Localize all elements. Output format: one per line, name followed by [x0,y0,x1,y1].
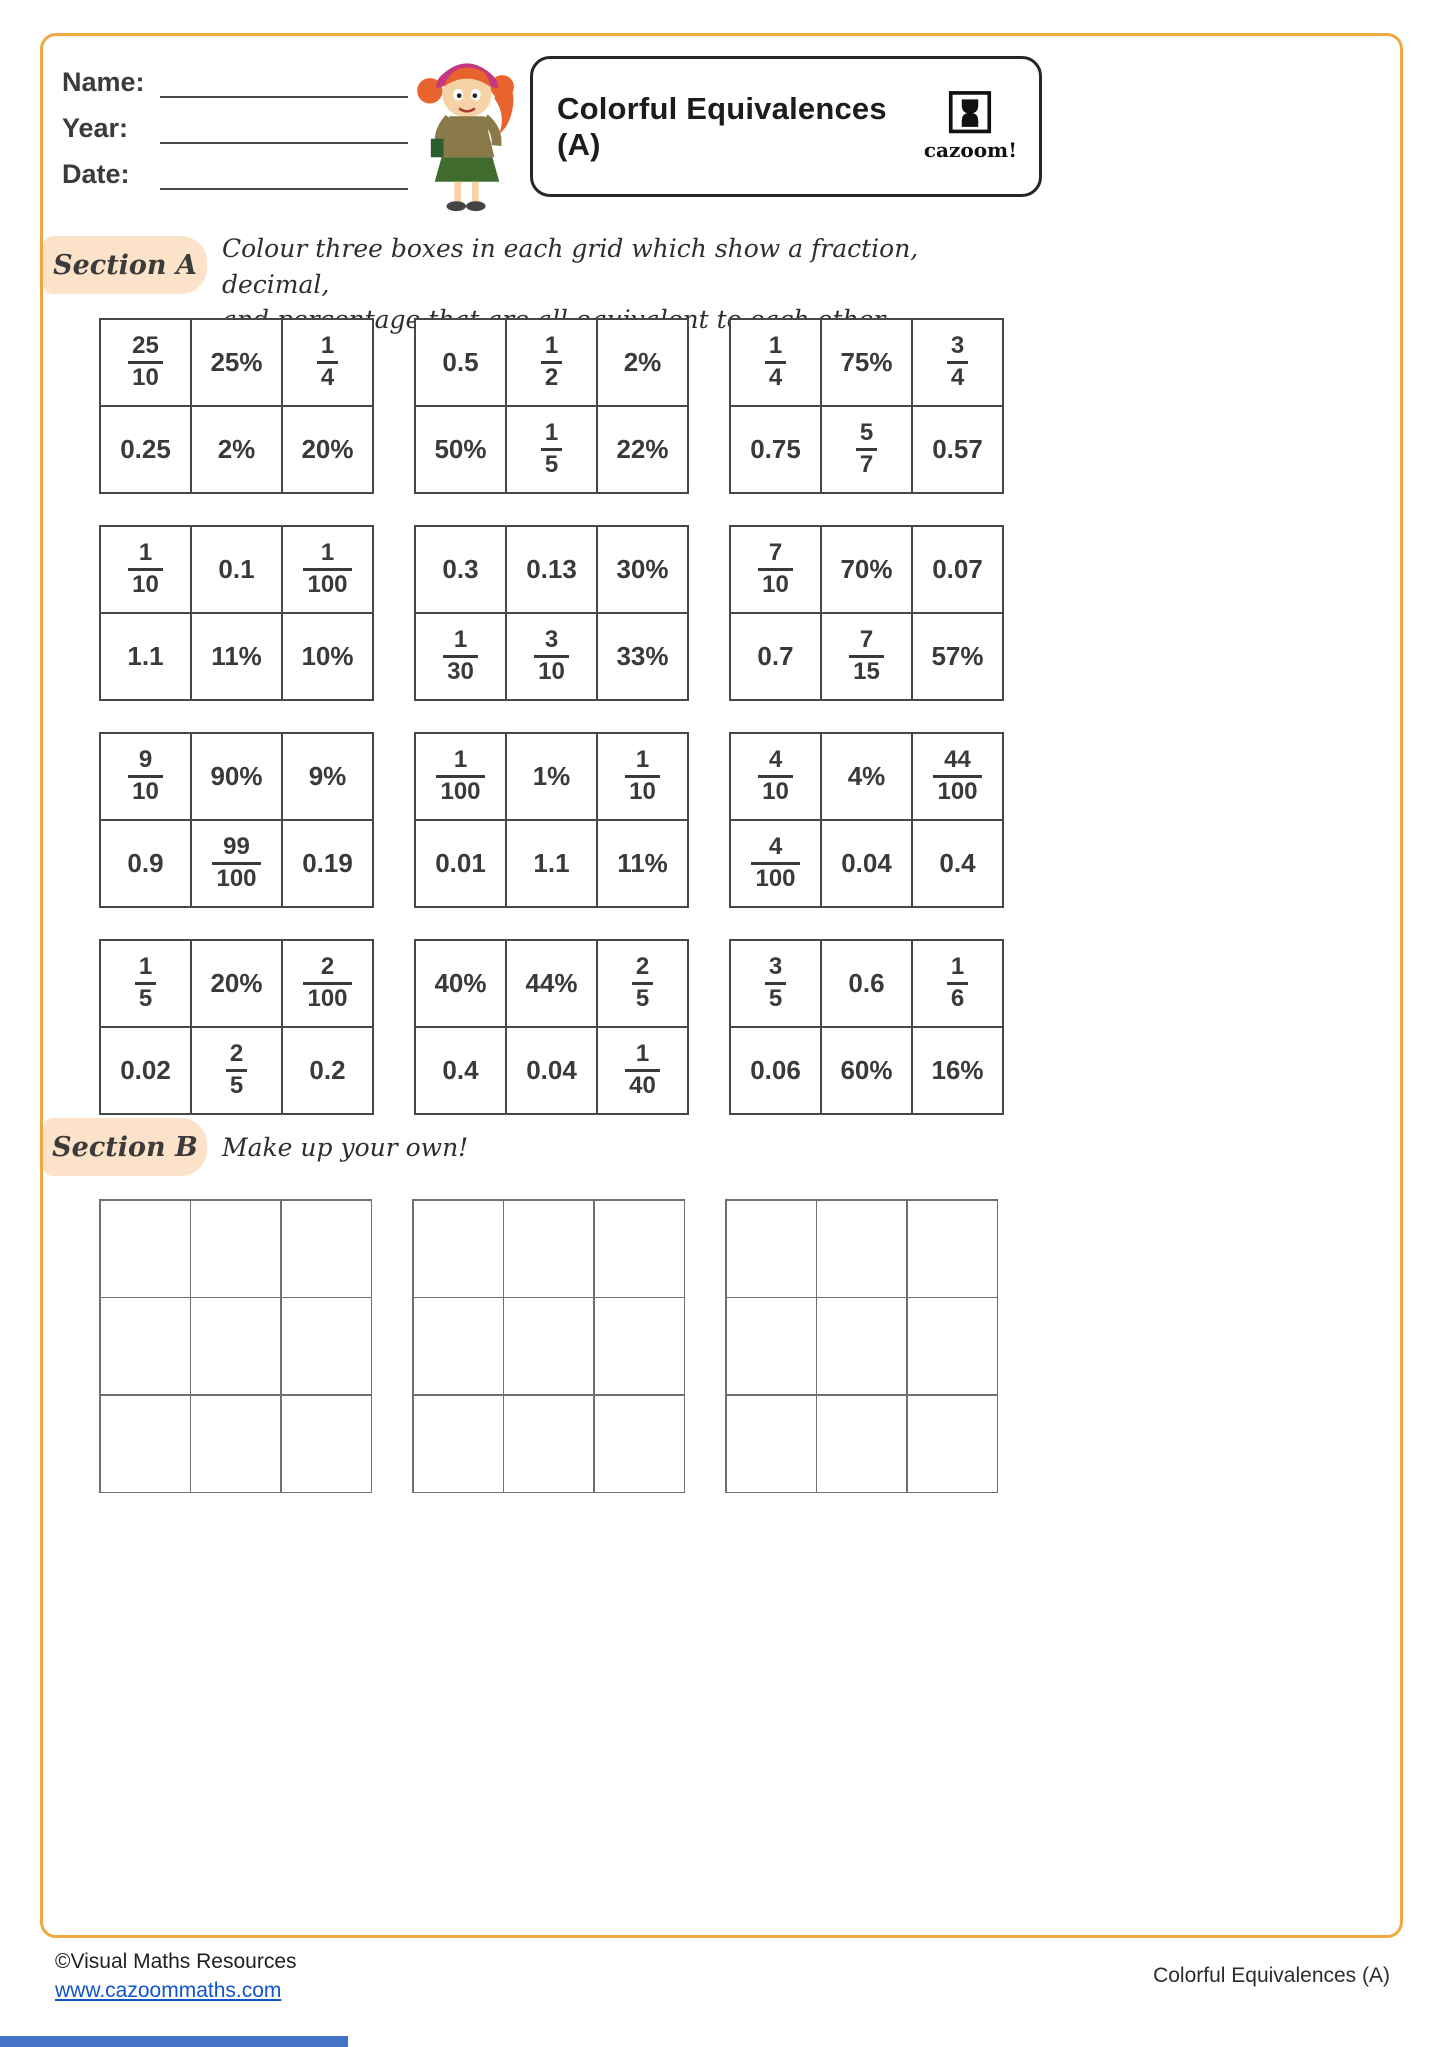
blank-cell[interactable] [414,1298,503,1394]
grid-cell[interactable]: 44% [507,941,596,1026]
section-a-pill [43,236,207,294]
grid-cell[interactable]: 0.7 [731,614,820,699]
grid-cell[interactable]: 0.04 [507,1028,596,1113]
fraction: $\frac{4}{100}$ [751,834,799,893]
name-field-row [62,68,408,98]
grid-cell[interactable] [731,527,820,612]
fraction: $\frac{7}{15}$ [849,627,884,686]
grid-cell[interactable]: 60% [822,1028,911,1113]
grid-cell[interactable]: 0.1 [192,527,281,612]
blank-cell[interactable] [101,1298,190,1394]
grid-cell[interactable] [913,320,1002,405]
fraction: $\frac{2}{100}$ [303,954,351,1013]
grid-cell[interactable]: 1.1 [507,821,596,906]
blank-cell[interactable] [908,1201,997,1297]
year-label: Year: [62,113,129,143]
girl-cartoon-svg [408,38,526,214]
equivalence-grid [729,525,1004,701]
bottom-blue-strip [0,2036,348,2047]
grid-cell[interactable] [507,614,596,699]
blank-cell[interactable] [101,1396,190,1492]
grid-cell[interactable]: 22% [598,407,687,492]
fraction: $\frac{7}{10}$ [758,540,793,599]
grid-cell[interactable] [731,320,820,405]
blank-cell[interactable] [504,1298,593,1394]
fraction: $\frac{5}{7}$ [856,420,877,479]
grid-cell[interactable] [913,941,1002,1026]
section-a-instruction-line1: Colour three boxes in each grid which show a fraction, decimal, [222,234,919,299]
blank-cell[interactable] [817,1298,906,1394]
blank-cell[interactable] [282,1201,371,1297]
fraction: $\frac{1}{30}$ [443,627,478,686]
grid-cell[interactable] [598,1028,687,1113]
blank-cell[interactable] [282,1396,371,1492]
fraction: $\frac{99}{100}$ [212,834,260,893]
grid-cell[interactable] [822,614,911,699]
blank-cell[interactable] [504,1396,593,1492]
grid-cell[interactable] [731,941,820,1026]
blank-cell[interactable] [101,1201,190,1297]
grid-cell[interactable] [101,527,190,612]
fraction: $\frac{1}{10}$ [625,747,660,806]
fraction: $\frac{1}{5}$ [541,420,562,479]
footer-website-link[interactable]: www.cazoommaths.com [55,1979,282,2002]
equivalence-grid [414,939,689,1115]
grid-cell[interactable]: 50% [416,407,505,492]
fraction: $\frac{1}{10}$ [128,540,163,599]
grid-cell[interactable]: 0.01 [416,821,505,906]
fraction: $\frac{1}{2}$ [541,333,562,392]
fraction: $\frac{3}{10}$ [534,627,569,686]
grid-cell[interactable]: 0.2 [283,1028,372,1113]
section-b-label: Section B [52,1131,198,1163]
grid-cell[interactable]: 70% [822,527,911,612]
fraction: $\frac{1}{100}$ [303,540,351,599]
grid-cell[interactable]: 11% [598,821,687,906]
name-label: Name: [62,67,145,97]
grid-cell[interactable] [822,407,911,492]
page-title: Colorful Equivalences (A) [557,90,887,162]
grid-cell[interactable] [101,734,190,819]
year-field-row [62,114,408,144]
blank-cell[interactable] [595,1201,684,1297]
grid-cell[interactable] [192,1028,281,1113]
date-field-row [62,160,408,190]
blank-grid [725,1199,998,1493]
grid-cell[interactable]: 0.6 [822,941,911,1026]
equivalence-grid [414,732,689,908]
blank-cell[interactable] [727,1201,816,1297]
blank-cell[interactable] [595,1298,684,1394]
grid-cell[interactable]: 0.25 [101,407,190,492]
blank-cell[interactable] [727,1298,816,1394]
grid-cell[interactable] [598,734,687,819]
equivalence-grid [414,525,689,701]
fraction: $\frac{2}{5}$ [226,1041,247,1100]
fraction: $\frac{1}{4}$ [765,333,786,392]
grid-cell[interactable] [283,527,372,612]
grid-cell[interactable]: 20% [192,941,281,1026]
footer-document-title: Colorful Equivalences (A) [1153,1964,1390,1987]
blank-grid [412,1199,685,1493]
grid-cell[interactable] [101,320,190,405]
grid-cell[interactable]: 11% [192,614,281,699]
grid-cell[interactable] [283,320,372,405]
blank-cell[interactable] [191,1298,280,1394]
section-b-grids [99,1199,998,1493]
blank-cell[interactable] [414,1396,503,1492]
fraction: $\frac{1}{40}$ [625,1041,660,1100]
grid-cell[interactable]: 10% [283,614,372,699]
blank-cell[interactable] [191,1396,280,1492]
fraction: $\frac{25}{10}$ [128,333,163,392]
year-line[interactable] [160,118,408,144]
section-a-grids [99,318,1004,1115]
section-b-instruction: Make up your own! [222,1133,469,1162]
grid-cell[interactable]: 25% [192,320,281,405]
equivalence-grid [729,939,1004,1115]
grid-cell[interactable]: 33% [598,614,687,699]
blank-cell[interactable] [504,1201,593,1297]
blank-cell[interactable] [191,1201,280,1297]
grid-cell[interactable]: 0.4 [416,1028,505,1113]
blank-cell[interactable] [908,1298,997,1394]
grid-cell[interactable]: 40% [416,941,505,1026]
grid-cell[interactable]: 9% [283,734,372,819]
grid-cell[interactable]: 0.13 [507,527,596,612]
grid-cell[interactable] [731,734,820,819]
grid-cell[interactable]: 75% [822,320,911,405]
grid-cell[interactable]: 0.57 [913,407,1002,492]
grid-cell[interactable]: 1% [507,734,596,819]
cazoom-logo-icon [948,91,992,137]
equivalence-grid [414,318,689,494]
grid-cell[interactable] [913,734,1002,819]
grid-cell[interactable]: 20% [283,407,372,492]
grid-cell[interactable]: 0.3 [416,527,505,612]
footer-left [55,1950,297,2003]
grid-cell[interactable] [598,941,687,1026]
grid-cell[interactable]: 0.4 [913,821,1002,906]
blank-cell[interactable] [282,1298,371,1394]
grid-cell[interactable] [283,941,372,1026]
equivalence-grid [99,939,374,1115]
grid-cell[interactable]: 0.19 [283,821,372,906]
section-a-label: Section A [53,249,197,281]
grid-cell[interactable] [507,320,596,405]
equivalence-grid [99,318,374,494]
grid-cell[interactable] [731,821,820,906]
grid-cell[interactable] [416,614,505,699]
grid-cell[interactable]: 0.07 [913,527,1002,612]
grid-cell[interactable]: 4% [822,734,911,819]
fraction: $\frac{1}{100}$ [436,747,484,806]
name-line[interactable] [160,72,408,98]
grid-cell[interactable]: 2% [192,407,281,492]
grid-cell[interactable]: 0.9 [101,821,190,906]
grid-cell[interactable]: 0.06 [731,1028,820,1113]
grid-cell[interactable]: 0.5 [416,320,505,405]
section-b-pill [43,1118,207,1176]
grid-cell[interactable]: 16% [913,1028,1002,1113]
header-fields [62,68,408,206]
equivalence-grid [729,318,1004,494]
grid-cell[interactable]: 2% [598,320,687,405]
grid-cell[interactable] [192,821,281,906]
grid-cell[interactable]: 57% [913,614,1002,699]
grid-cell[interactable]: 0.04 [822,821,911,906]
grid-cell[interactable]: 0.02 [101,1028,190,1113]
date-line[interactable] [160,164,408,190]
fraction: $\frac{1}{5}$ [135,954,156,1013]
grid-cell[interactable] [507,407,596,492]
footer-copyright: ©Visual Maths Resources [55,1950,297,1973]
fraction: $\frac{9}{10}$ [128,747,163,806]
equivalence-grid [729,732,1004,908]
blank-cell[interactable] [414,1201,503,1297]
fraction: $\frac{2}{5}$ [632,954,653,1013]
girl-cartoon [408,38,526,219]
title-box [530,56,1042,197]
equivalence-grid [99,525,374,701]
fraction: $\frac{1}{6}$ [947,954,968,1013]
fraction: $\frac{3}{4}$ [947,333,968,392]
equivalence-grid [99,732,374,908]
cazoom-logo [924,91,1017,162]
fraction: $\frac{44}{100}$ [933,747,981,806]
grid-cell[interactable]: 1.1 [101,614,190,699]
blank-cell[interactable] [817,1201,906,1297]
blank-cell[interactable] [595,1396,684,1492]
blank-cell[interactable] [817,1396,906,1492]
fraction: $\frac{4}{10}$ [758,747,793,806]
fraction: $\frac{1}{4}$ [317,333,338,392]
fraction: $\frac{3}{5}$ [765,954,786,1013]
blank-cell[interactable] [727,1396,816,1492]
blank-cell[interactable] [908,1396,997,1492]
grid-cell[interactable]: 90% [192,734,281,819]
grid-cell[interactable] [101,941,190,1026]
cazoom-logo-text: cazoom! [923,138,1017,162]
grid-cell[interactable]: 0.75 [731,407,820,492]
date-label: Date: [62,159,130,189]
grid-cell[interactable] [416,734,505,819]
blank-grid [99,1199,372,1493]
grid-cell[interactable]: 30% [598,527,687,612]
